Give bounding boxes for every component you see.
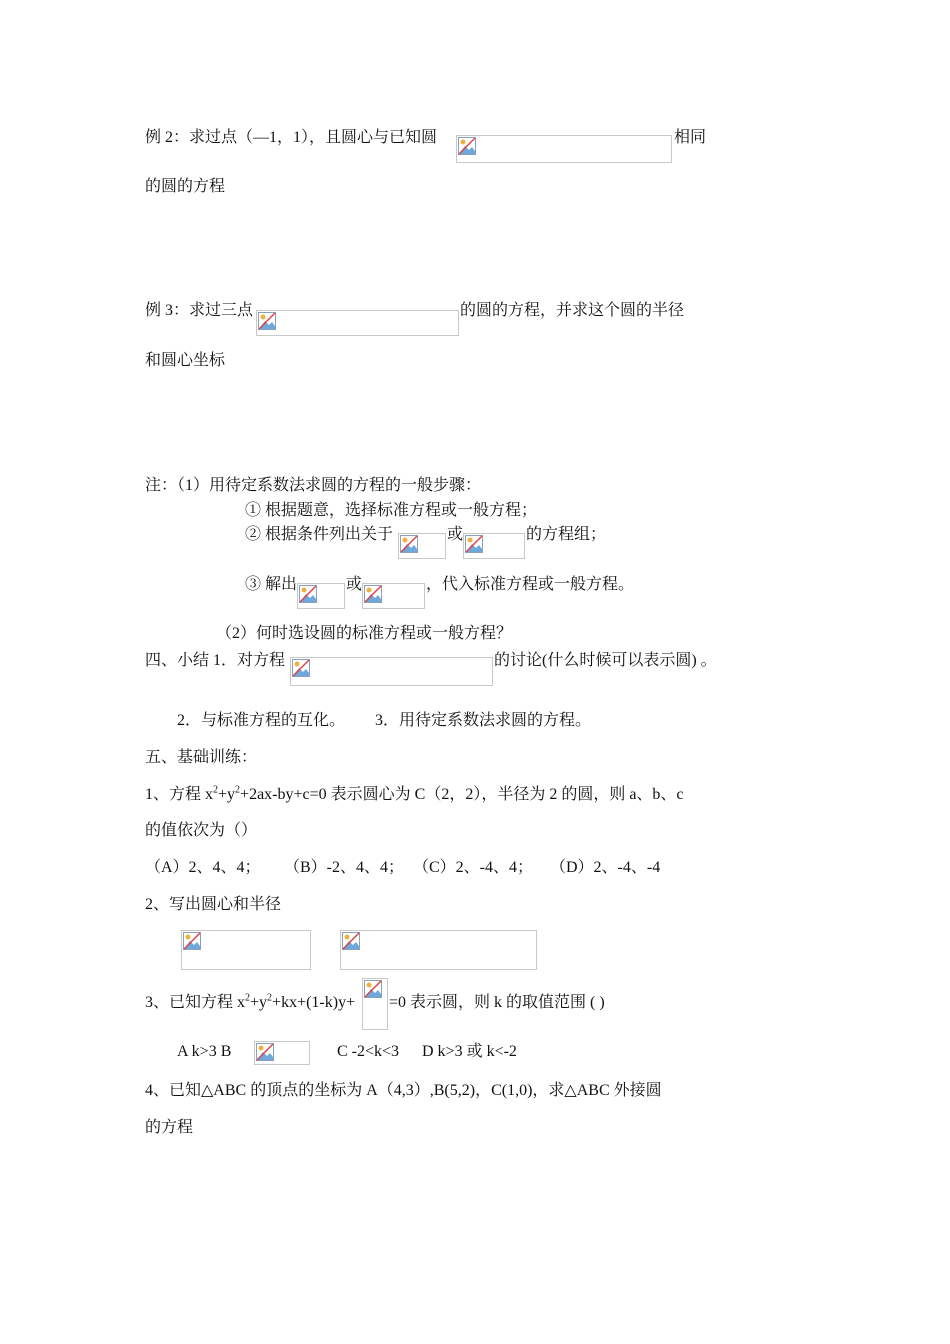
question-3-line-1-d: =0 表示圆，则 k 的取值范围 ( ): [389, 994, 605, 1011]
equation-image: [297, 583, 345, 609]
note-step-3-or: 或: [346, 576, 363, 593]
note-step-1: ① 根据题意，选择标准方程或一般方程；: [245, 502, 538, 519]
summary-line-1-b: 的讨论(什么时候可以表示圆) 。: [494, 652, 717, 669]
note-step-2-a: ② 根据条件列出关于: [245, 526, 394, 543]
note-step-2-or: 或: [447, 526, 464, 543]
question-2-text: 2、写出圆心和半径: [145, 896, 282, 913]
question-1-text-b: +y: [218, 786, 236, 803]
equation-image: [362, 583, 425, 609]
superscript: 2: [235, 784, 241, 796]
note-line-1: 注：（1）用待定系数法求圆的方程的一般步骤：: [145, 477, 482, 494]
broken-image-icon: [342, 932, 360, 950]
equation-image: [463, 533, 525, 559]
broken-image-icon: [183, 932, 201, 950]
question-4-line-1: 4、已知△ABC 的顶点的坐标为 A（4,3）,B(5,2)，C(1,0)，求△ABC 外接圆: [145, 1082, 662, 1099]
question-3-line-1-a: [145, 993, 355, 1013]
note-step-2-b: 的方程组；: [526, 526, 607, 543]
question-1-choice-a: （A）2、4、4；: [145, 859, 261, 876]
equation-image: [256, 310, 459, 336]
question-3-text-c: +kx+(1-k)y+: [272, 994, 356, 1011]
equation-image: [398, 533, 446, 559]
question-3-text-a: 3、已知方程 x: [145, 994, 246, 1011]
question-1-line-1: [145, 785, 684, 805]
practice-heading: 五、基础训练：: [145, 749, 258, 766]
broken-image-icon: [400, 535, 418, 553]
broken-image-icon: [364, 980, 382, 998]
note-step-3-a: ③ 解出: [245, 576, 298, 593]
broken-image-icon: [458, 137, 476, 155]
question-1-text-a: 1、方程 x: [145, 786, 214, 803]
example-2-line-1: [145, 128, 437, 148]
example-3-line-2: 和圆心坐标: [145, 352, 226, 369]
example-2-tail: [674, 128, 706, 148]
question-3-option-c: C -2<k<3: [337, 1043, 400, 1060]
question-1-text-c: +2ax-by+c=0 表示圆心为 C（2，2），半径为 2 的圆，则 a、b、c: [240, 786, 684, 803]
note-step-3-b: ，代入标准方程或一般方程。: [426, 576, 635, 593]
summary-item-3: 3．用待定系数法求圆的方程。: [375, 712, 592, 729]
example-3-text-a: 例 3：求过三点: [145, 302, 254, 319]
equation-image: [254, 1041, 310, 1065]
equation-image: [290, 657, 493, 686]
question-4-line-2: 的方程: [145, 1119, 194, 1136]
question-3-text-b: +y: [250, 994, 268, 1011]
broken-image-icon: [256, 1043, 274, 1061]
superscript: 2: [245, 992, 251, 1004]
superscript: 2: [213, 784, 219, 796]
example-2-line-2: 的圆的方程: [145, 178, 226, 195]
example-3-tail: 的圆的方程，并求这个圆的半径: [460, 302, 685, 319]
superscript: 2: [267, 992, 273, 1004]
equation-image: [456, 135, 672, 163]
equation-image: [362, 978, 388, 1030]
summary-item-2: 2．与标准方程的互化。: [177, 712, 346, 729]
broken-image-icon: [299, 585, 317, 603]
question-1-choice-d: （D）2、-4、-4: [550, 859, 661, 876]
broken-image-icon: [364, 585, 382, 603]
question-1-choice-b: （B）-2、4、4；: [284, 859, 405, 876]
equation-image: [340, 930, 537, 970]
question-1-choice-c: （C）2、-4、4；: [413, 859, 534, 876]
note-line-2: （2）何时选设圆的标准方程或一般方程？: [216, 625, 513, 642]
example-3-line-1: [145, 301, 253, 321]
example-2-text-b: 相同: [674, 129, 707, 146]
question-3-option-d: D k>3 或 k<-2: [422, 1043, 517, 1060]
question-3-option-a: A k>3 B: [177, 1043, 232, 1060]
example-2-text-a: 例 2：求过点（—1，1），且圆心与已知圆: [145, 129, 438, 146]
equation-image: [181, 930, 311, 970]
broken-image-icon: [292, 659, 310, 677]
summary-line-1-a: 四、小结 1．对方程: [145, 652, 286, 669]
broken-image-icon: [465, 535, 483, 553]
question-1-line-2: 的值依次为（）: [145, 822, 258, 839]
broken-image-icon: [258, 312, 276, 330]
